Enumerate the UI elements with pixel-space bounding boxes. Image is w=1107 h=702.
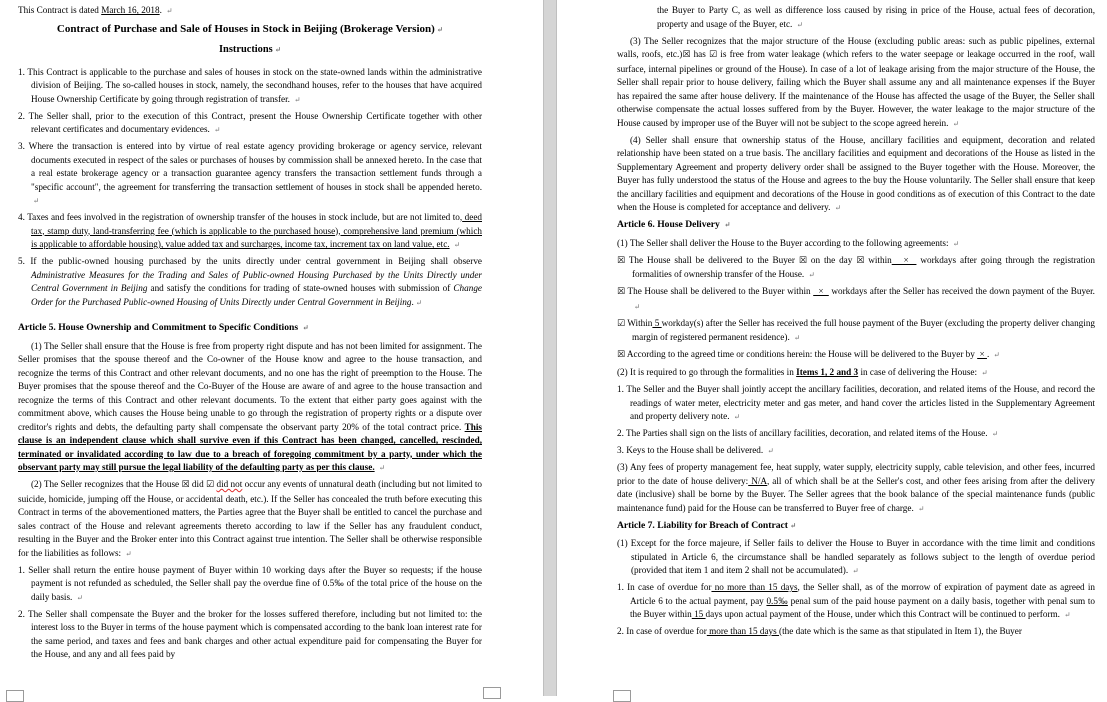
text-run: N/A xyxy=(748,475,768,486)
text-run: did not xyxy=(216,479,243,489)
text-run: , the Seller shall, as of the morrow of expiration of payment date as agreed in Article 6 to the actual payment, pay xyxy=(630,582,1095,606)
text-run: Where the transaction is entered into by virtue of real estate agency providing brokerage or agency service, relevant documents executed in respect of the sales or purchases of houses by commission shall be annexed hereto. In the case that a real estate brokerage agency or a transaction guarantee agency transfers the transaction settlement funds through a "specific account", the agreement for transferring the transaction settlement of houses in stock shall be appended hereto. xyxy=(28,141,482,192)
list-number: 2. xyxy=(18,608,28,619)
checkbox-x-icon: ☒ xyxy=(798,255,807,266)
paragraph-mark-icon: ↵ xyxy=(993,350,1000,359)
checkbox-item xyxy=(617,317,1095,345)
checkbox-checked-icon: ☑ xyxy=(206,480,215,490)
text-run: (1) The Seller shall deliver the House to the Buyer according to the following agreements: xyxy=(617,237,951,248)
text-run xyxy=(450,239,452,249)
paragraph-mark-icon: ↵ xyxy=(274,44,281,54)
text-run: 0.5‰ xyxy=(766,595,788,606)
list-item xyxy=(18,255,482,309)
date-line xyxy=(18,4,482,18)
list-item xyxy=(18,608,482,662)
text-boundary-mark xyxy=(483,687,501,699)
list-number: 1. xyxy=(617,582,628,592)
paragraph-mark-icon: ↵ xyxy=(1064,610,1071,619)
text-run: the Buyer to Party C, as well as difference loss caused by rising in price of the House, actual fees of decoration, property and usage of the Buyer, etc. xyxy=(657,5,1095,29)
paragraph-mark-icon: ↵ xyxy=(796,19,803,29)
text-boundary-mark xyxy=(613,690,631,702)
paragraph-mark-icon: ↵ xyxy=(834,203,842,212)
text-run: Keys to the House shall be delivered. xyxy=(626,445,766,455)
document-subtitle xyxy=(18,42,482,57)
paragraph xyxy=(617,537,1095,578)
list-item xyxy=(617,427,1095,441)
text-run: The House shall be delivered to the Buyer within xyxy=(625,286,814,296)
checkbox-item xyxy=(617,254,1095,282)
text-run: The Parties shall sign on the lists of ancillary facilities, decoration, and related items of the House. xyxy=(626,428,990,438)
right-page-body xyxy=(617,4,1095,639)
text-run: This clause is an independent clause which shall survive even if this Contract has been changed, cancelled, rescinded, terminated or invalidated according to law due to a breach of foregoing commitment by a party, under which the observant party may still pursue the legal liability of the defaulting party as per this clause. xyxy=(18,421,482,472)
text-run: In case of overdue for xyxy=(626,626,707,636)
list-number: 3. xyxy=(617,445,627,455)
paragraph-mark-icon: ↵ xyxy=(724,220,731,229)
text-run: and satisfy the conditions for trading of state-owned houses with submission of xyxy=(147,283,454,293)
document-title xyxy=(18,21,482,38)
paragraph-mark-icon: ↵ xyxy=(981,368,988,377)
paragraph-mark-icon: ↵ xyxy=(634,301,641,311)
text-run: This Contract is applicable to the purchase and sales of houses in stock on the state-owned lands within the administrative division of Beijing. The so-called houses in stock, namely, the secondhand houses, refer to the houses that have acquired House Ownership Certificate by going through registration of transfer. xyxy=(27,66,482,104)
text-run: In case of overdue for xyxy=(627,582,712,592)
list-number: 1. xyxy=(18,66,28,77)
paragraph-mark-icon: ↵ xyxy=(794,333,801,342)
paragraph-mark-icon: ↵ xyxy=(125,548,132,558)
text-run: on the day xyxy=(806,254,857,265)
text-run: is free from water leakage (which refers to the water seepage or leakage occurred in the roof, wall surface, internal pipelines or ground of the House). In case of a lot of leakage arising from the major structure of the House, the Seller shall repair prior to house delivery, failing which the Buyer shall assume any and all maintenance expenses if the Buyer has repaired the same after house delivery. If the maintenance of the House has affected the usage of the Buyer, the Seller shall otherwise compensate the actual losses suffered from by the Buyer. However, the water leakage to the major structure of the House caused by improper use of the Buyer will not be subject to the scope agreed herein. xyxy=(617,49,1096,128)
paragraph-mark-icon: ↵ xyxy=(76,592,83,602)
list-number: 1. xyxy=(617,384,627,394)
paragraph-mark-icon: ↵ xyxy=(415,297,423,307)
paragraph xyxy=(617,461,1095,515)
left-text-column xyxy=(18,4,482,665)
text-run: (1) The Seller shall ensure that the House is free from property right dispute and has not been limited for assignment. The Seller promises that the spouse thereof and the Co-owner of the House know and agree to the house transaction, and recognize the terms of this Contract and other relevant documents, and no one has the right of preemption to the House. The Buyer promises that the spouse thereof and the Co-Buyer of the House are aware of and agree to the house transaction and recognize the terms of this Contract and other relevant documents. To the extent that either party goes against with the commitment above, which causes the House being unable to go through the registration of property rights or a dispute over creditor's rights and debts, the defaulting party shall compensate the observant party 20% of the total contract price. xyxy=(18,340,482,432)
text-run: Article 7. Liability for Breach of Contract xyxy=(617,519,788,531)
text-run: 5 xyxy=(652,317,662,328)
list-number: 5. xyxy=(18,256,31,266)
text-run: days upon actual payment of the House, under which this Contract will be continued to perform. xyxy=(705,609,1063,619)
text-run: 15 xyxy=(691,609,706,619)
paragraph-mark-icon: ↵ xyxy=(453,240,461,249)
list-item xyxy=(617,383,1095,424)
checkbox-x-icon: ☒ xyxy=(682,50,691,60)
paragraph xyxy=(18,478,482,560)
checkbox-x-icon: ☒ xyxy=(617,287,626,297)
paragraph-mark-icon: ↵ xyxy=(436,24,444,34)
text-run: has xyxy=(690,49,710,59)
article-heading xyxy=(18,321,482,335)
paragraph xyxy=(617,134,1095,215)
text-run: did xyxy=(189,479,207,489)
list-item xyxy=(18,110,482,137)
text-run: The Seller and the Buyer shall jointly accept the ancillary facilities, decoration, and related items of the House, and record the readings of water meter, electricity meter and gas meter, and hand cover the articles listed in the Supplementary Agreement and property delivery note. xyxy=(626,384,1095,421)
document-page-left xyxy=(0,0,543,696)
paragraph xyxy=(617,366,1095,380)
paragraph-mark-icon: ↵ xyxy=(991,429,999,438)
text-run: , all of which shall be at the Seller's cost, and other fees arising from after the delivery date (inclusive) shall be borne by the Buyer. The Seller agrees that the book balance of the special maintenance funds (public maintenance fund) paid for the House can be transferred to Buyer free of charge. xyxy=(617,475,1095,513)
text-run: Article 5. House Ownership and Commitment to Specific Conditions xyxy=(18,322,301,333)
text-run: . xyxy=(411,296,414,307)
text-run: Within xyxy=(625,317,653,328)
list-item xyxy=(18,564,482,605)
text-run: × xyxy=(891,254,917,265)
checkbox-item xyxy=(617,348,1095,363)
text-run: (3) The Seller recognizes that the major structure of the House (excluding public areas: such as public pipelines, external walls, roofs, etc.) xyxy=(617,35,1095,59)
text-run: (4) Seller shall ensure that ownership status of the House, ancillary facilities and equipment, decoration and related relationship have been stated on a true basis. The ancillary facilities and equipment and decorations of the House as listed in the Supplementary Agreement and property delivery order shall be assigned to the Buyer together with the House. Moreover, the Buyer has fully understood the status of the House and agrees to the buy the House voluntarily. The Seller shall ensure that keep the ancillary facilities and equipment and decorations of the House in good conditions as of execution of this Contract to the date when the House is completed for acceptance and delivery. xyxy=(617,134,1095,212)
paragraph xyxy=(18,340,482,475)
list-number: 1. xyxy=(18,564,29,575)
paragraph-mark-icon: ↵ xyxy=(952,118,960,128)
text-run: occur any events of unnatural death (including but not limited to suicide, homicide, jumping off the House, or accidental death, etc.). If the Seller has concealed the truth before executing this Contract in terms of the abovementioned matters, the Parties agree that the Buyer shall be entitled to cancel the purchase and sales contract of the House and relevant agreements thereto according to law if the Seller has any fraudulent conduct, resulting in the Buyer and the Broker enter into this Contract against true intention. The Seller shall be otherwise responsible for the liabilities as follows: xyxy=(18,479,482,558)
text-run xyxy=(375,462,377,472)
text-run: Items 1, 2 and 3 xyxy=(796,367,859,377)
text-run: penal sum of the paid house payment on a daily basis, together with penal sum to the Buyer within xyxy=(630,595,1096,619)
article-heading xyxy=(617,218,1095,232)
text-run: . xyxy=(159,5,165,15)
text-run: (1) Except for the force majeure, if Seller fails to deliver the House to Buyer in accordance with the time limit and conditions stipulated in Article 6, the circumstance shall be handled separately as follows subject to the length of overdue period (provided that item 1 and item 2 shall not be accumulated). xyxy=(617,538,1095,575)
text-run: . xyxy=(986,349,992,359)
checkbox-x-icon: ☒ xyxy=(617,350,626,360)
text-run: Change Order for the Purchased Public-owned Housing of Units Directly under Central Government in Beijing xyxy=(31,283,482,307)
right-text-column xyxy=(617,4,1095,642)
contract-date: March 16, 2018 xyxy=(101,5,160,15)
paragraph-mark-icon: ↵ xyxy=(808,270,815,279)
list-item xyxy=(18,140,482,208)
list-number: 2. xyxy=(18,110,29,121)
checkbox-x-icon: ☒ xyxy=(617,255,626,266)
paragraph xyxy=(617,237,1095,251)
paragraph-mark-icon: ↵ xyxy=(767,446,774,455)
list-number: 2. xyxy=(617,428,627,438)
checkbox-item xyxy=(617,285,1095,313)
list-number: 3. xyxy=(18,141,29,151)
text-run: Seller shall return the entire house payment of Buyer within 10 working days after the Buyer so requests; if the house payment is not refunded as scheduled, the Seller shall pay the overdue fine of 0.5‰ of the total price of the house on the daily basis. xyxy=(28,564,482,602)
continuation-paragraph xyxy=(617,4,1095,31)
text-run: deed tax, stamp duty, land-transferring fee (which is applicable to the purchased house), comprehensive land premium (which is applicable to affordable housing), value added tax and surcharges, income tax, increment tax on land value, etc. xyxy=(31,212,482,249)
list-number: 2. xyxy=(617,626,627,636)
document-page-right xyxy=(557,0,1107,696)
text-run: Article 6. House Delivery xyxy=(617,219,723,230)
text-run: workdays after going through the registration formalities of ownership transfer of the House. xyxy=(632,254,1095,279)
title-text: Contract of Purchase and Sale of Houses in Stock in Beijing (Brokerage Version) xyxy=(56,22,435,35)
paragraph-mark-icon: ↵ xyxy=(918,503,925,513)
text-run: According to the agreed time or conditions herein: the House will be delivered to the Buyer by xyxy=(625,349,978,359)
paragraph-mark-icon: ↵ xyxy=(33,196,40,205)
paragraph-mark-icon: ↵ xyxy=(166,6,173,15)
text-run: (2) It is required to go through the formalities in xyxy=(617,367,797,377)
text-run: This Contract is dated xyxy=(18,5,102,15)
paragraph-mark-icon: ↵ xyxy=(302,323,309,332)
list-item xyxy=(617,625,1095,639)
text-run: (3) Any fees of property management fee, heat supply, water supply, electricity supply, cable television, and other fees, incurred prior to the date of house delivery: xyxy=(617,462,1095,486)
checkbox-checked-icon: ☑ xyxy=(617,318,626,329)
text-run: The Seller shall, prior to the execution of this Contract, present the House Ownership Certificate together with other relevant certificates and documentary evidences. xyxy=(28,110,482,134)
paragraph-mark-icon: ↵ xyxy=(378,463,386,472)
paragraph-mark-icon: ↵ xyxy=(952,238,960,248)
list-item xyxy=(18,66,482,107)
text-run: (2) The Seller recognizes that the House xyxy=(31,479,182,489)
text-run: within xyxy=(864,254,892,265)
list-item xyxy=(18,211,482,252)
paragraph-mark-icon: ↵ xyxy=(214,125,221,134)
paragraph xyxy=(617,35,1095,131)
text-boundary-mark xyxy=(6,690,24,702)
text-run: If the public-owned housing purchased by the units directly under central government in Beijing shall observe xyxy=(30,256,482,266)
checkbox-x-icon: ☒ xyxy=(856,255,865,266)
text-run: × xyxy=(977,349,987,359)
list-number: 4. xyxy=(18,212,28,222)
paragraph-mark-icon: ↵ xyxy=(789,520,797,530)
text-run: workdays after the Seller has received the down payment of the Buyer. xyxy=(828,286,1095,296)
paragraph-mark-icon: ↵ xyxy=(294,94,301,104)
list-item xyxy=(617,444,1095,458)
text-run: (the date which is the same as that stipulated in Item 1), the Buyer xyxy=(779,626,1022,636)
page-gap xyxy=(543,0,557,696)
text-run: × xyxy=(813,286,829,296)
checkbox-x-icon: ☒ xyxy=(181,480,190,490)
text-run: Administrative Measures for the Trading and Sales of Public-owned Housing Purchased by the Units Directly under Central Government in Beijing xyxy=(31,269,482,293)
article-heading xyxy=(617,519,1095,533)
text-run: workday(s) after the Seller has received the full house payment of the Buyer (excluding the property deliver changing margin of registered permanent residence). xyxy=(632,317,1096,342)
checkbox-checked-icon: ☑ xyxy=(709,50,718,60)
text-run: The House shall be delivered to the Buyer xyxy=(625,254,799,265)
text-run: The Seller shall compensate the Buyer and the broker for the losses suffered therefore, including but not limited to: the interest loss to the Buyer in terms of the house payment which is compensated according to the bank loan interest rate for the same period, and taxes and fees and bank charges and other actual expenditure paid for compensating the Buyer for the House, and any and all fees paid by xyxy=(27,608,483,659)
text-run: more than 15 days xyxy=(706,626,780,636)
left-page-body xyxy=(18,66,482,662)
paragraph-mark-icon: ↵ xyxy=(852,566,859,575)
subtitle-text: Instructions xyxy=(219,43,273,55)
text-run: in case of delivering the House: xyxy=(858,367,980,377)
text-run: Taxes and fees involved in the registration of ownership transfer of the houses in stock include, but are not limited to, xyxy=(27,212,463,222)
text-run: no more than 15 days xyxy=(711,582,798,592)
list-item xyxy=(617,581,1095,622)
paragraph-mark-icon: ↵ xyxy=(733,412,741,421)
